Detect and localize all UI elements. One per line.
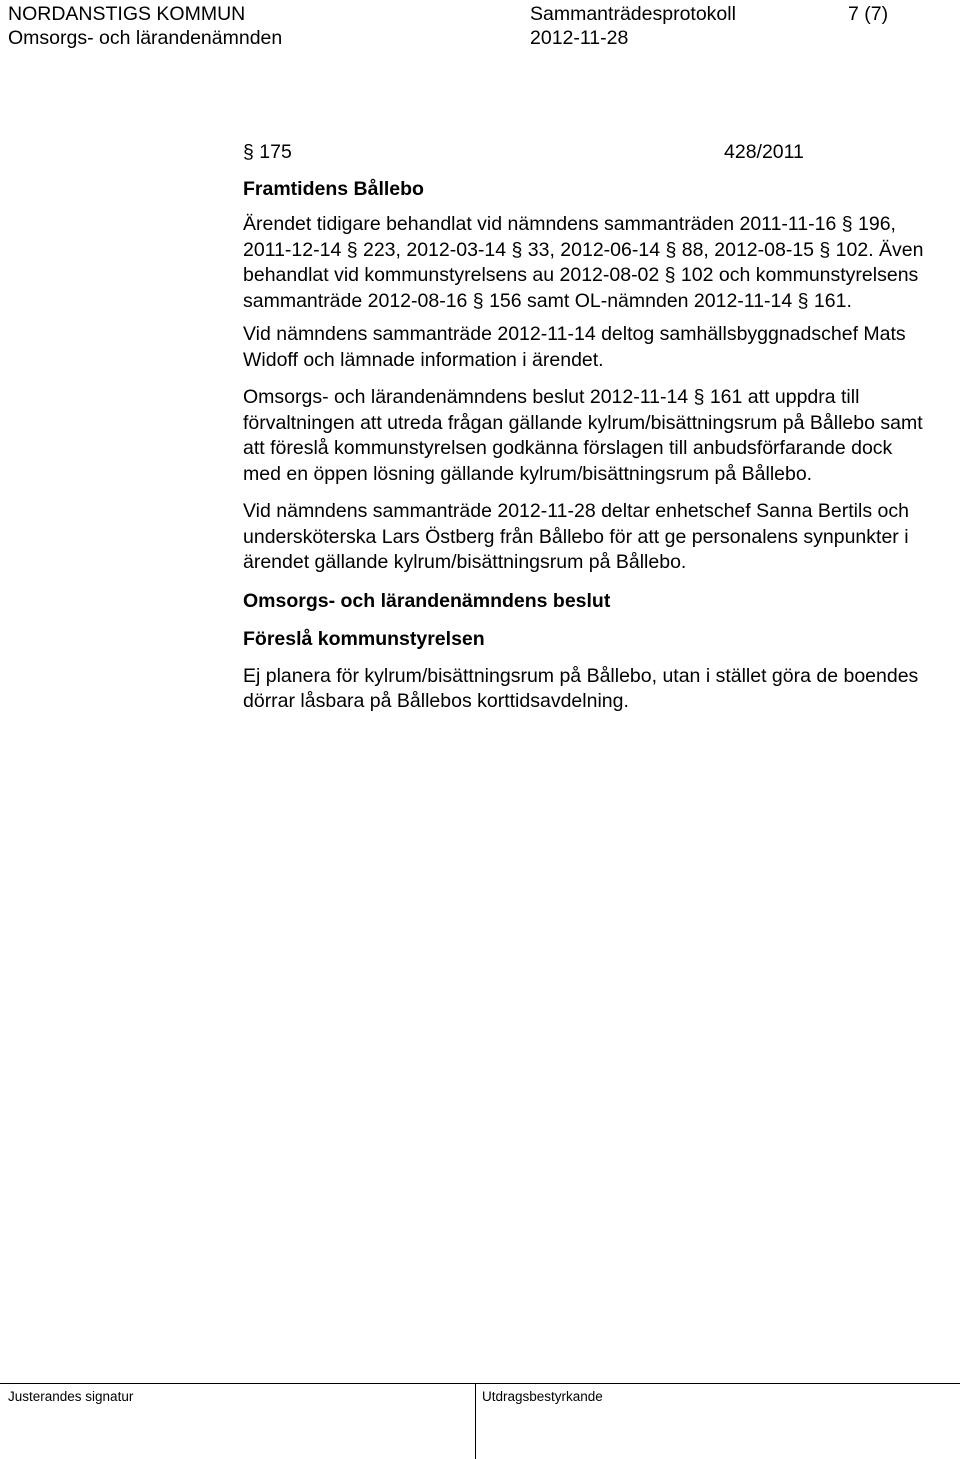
page-footer (0, 1383, 960, 1459)
decision-heading: Omsorgs- och lärandenämndens beslut (243, 589, 611, 612)
case-history-paragraph: Ärendet tidigare behandlat vid nämndens sammanträden 2011-11-16 § 196, 2011-12-14 § 223, 2012-03-14 § 33, 2012-06-14 § 88, 2012-08-15 § 102. Även behandlat vid kommunstyrelsens au 2012-08-02 § 102 och kommunstyrelsens sammanträde 2012-08-16 § 156 samt OL-nämnden 2012-11-14 § 161. (243, 213, 924, 312)
case-title: Framtidens Bållebo (243, 178, 424, 200)
meeting-date: 2012-11-28 (530, 27, 629, 49)
meeting-info-paragraph: Vid nämndens sammanträde 2012-11-14 deltog samhällsbyggnadschef Mats Widoff och lämnade information i ärendet. (243, 323, 906, 371)
diary-number: 428/2011 (724, 141, 804, 163)
decision-text: Ej planera för kylrum/bisättningsrum på Bållebo, utan i stället göra de boendes dörrar låsbara på Bållebos korttidsavdelning. (243, 664, 919, 712)
document-body (243, 138, 933, 715)
page-number: 7 (7) (848, 3, 889, 25)
previous-decision-paragraph: Omsorgs- och lärandenämndens beslut 2012-11-14 § 161 att uppdra till förvaltningen att utreda frågan gällande kylrum/bisättningsrum på Bållebo samt att föreslå kommunstyrelsen godkänna förslagen till anbudsförfarande dock med en öppen lösning gällande kylrum/bisättningsrum på Bållebo. (243, 386, 923, 485)
page-header (0, 0, 960, 60)
paragraph-number: § 175 (243, 141, 292, 163)
municipality-name: NORDANSTIGS KOMMUN (8, 3, 246, 25)
footer-top-divider (0, 1383, 960, 1384)
staff-input-paragraph: Vid nämndens sammanträde 2012-11-28 deltar enhetschef Sanna Bertils och undersköterska Lars Östberg från Bållebo för att ge personalens synpunkter i ärendet gällande kylrum/bisättningsrum på Bållebo. (243, 500, 909, 573)
certificate-label: Utdragsbestyrkande (482, 1389, 603, 1404)
case-number-row (243, 138, 933, 166)
decision-subheading: Föreslå kommunstyrelsen (243, 627, 485, 650)
signature-label: Justerandes signatur (8, 1389, 134, 1404)
board-name: Omsorgs- och lärandenämnden (8, 27, 283, 49)
document-type: Sammanträdesprotokoll (530, 3, 736, 25)
footer-middle-divider (475, 1383, 476, 1459)
